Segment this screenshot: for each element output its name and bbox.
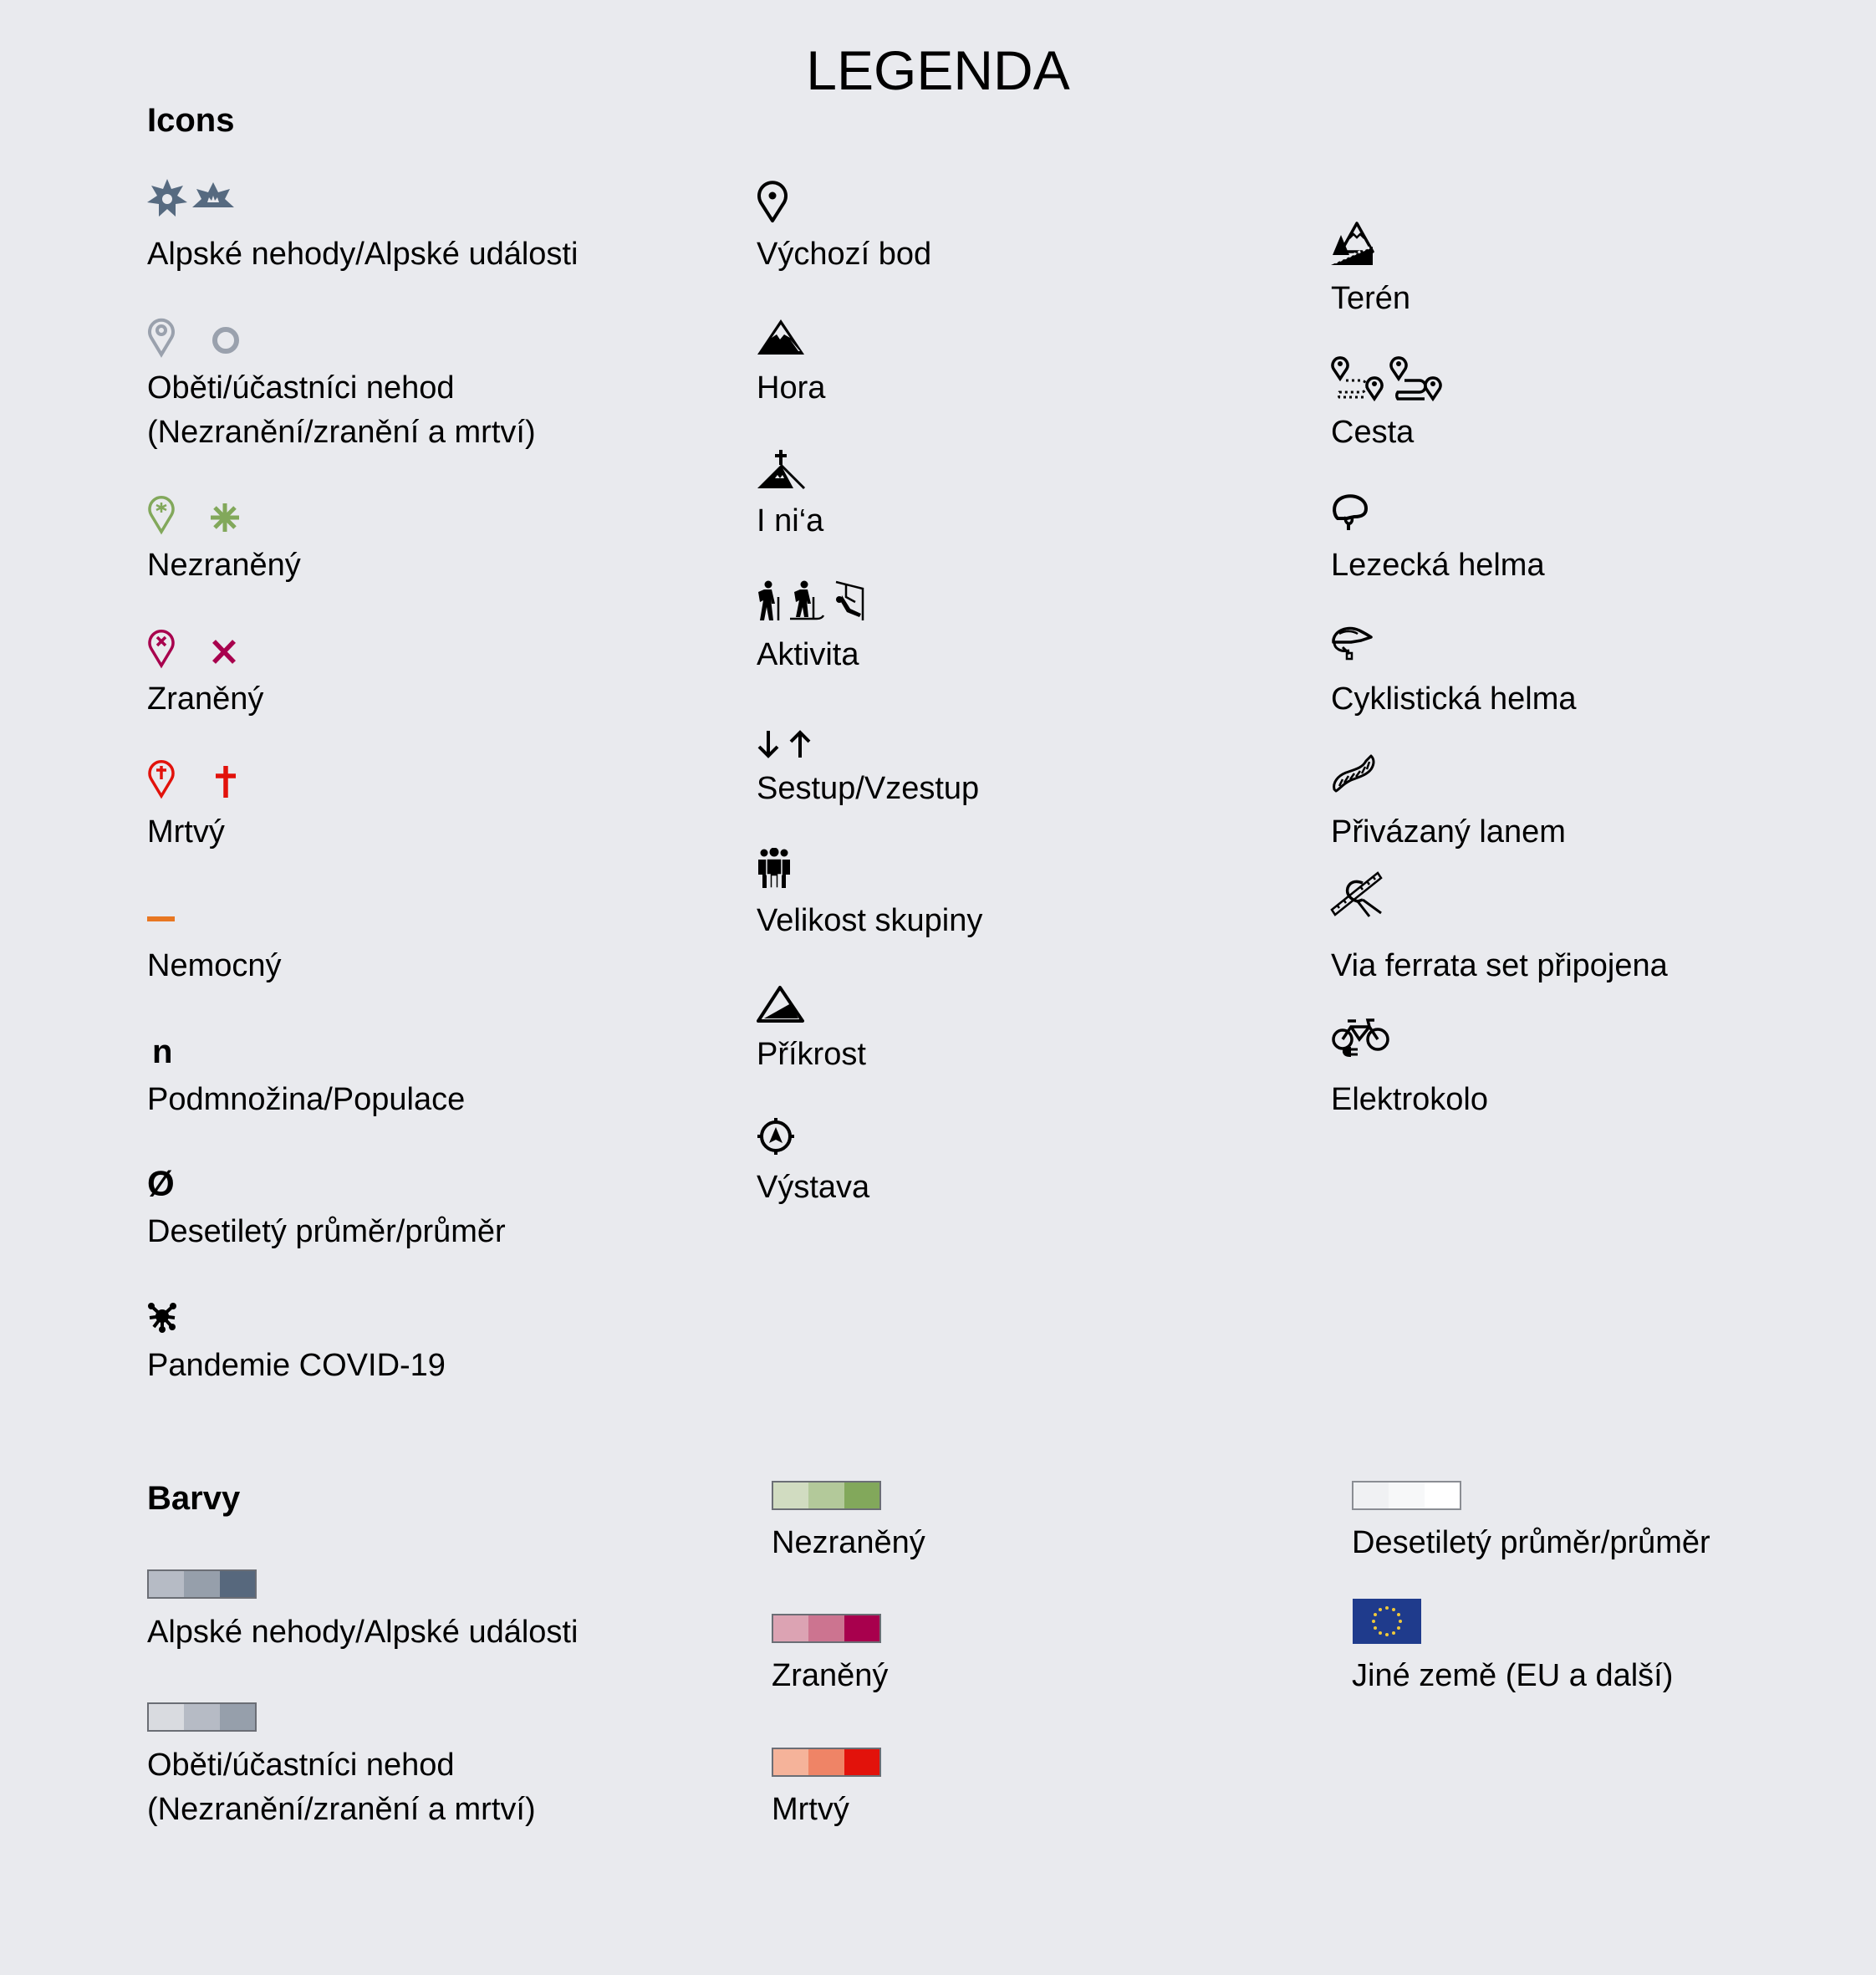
legend-item-summit: [757, 450, 807, 490]
color-swatch-dead: [772, 1748, 881, 1777]
legend-label: Desetiletý průměr/průměr: [147, 1214, 506, 1249]
steepness-icon: [757, 985, 805, 1023]
dead-cross-icon: [216, 766, 236, 798]
e-bike-icon: [1331, 1018, 1393, 1060]
eu-flag-icon: [1353, 1599, 1421, 1644]
swatch-light: [149, 1704, 184, 1730]
skier-fall-icon: [836, 582, 863, 620]
alpine-accident-icons: [147, 179, 239, 219]
color-label: Zraněný: [772, 1658, 889, 1693]
ski-tourer-icon: [790, 581, 823, 620]
swatch-light: [773, 1615, 808, 1641]
route-solid-icon: [1391, 358, 1440, 399]
dead-pin-icon: [150, 762, 173, 796]
legend-item-steepness: [757, 985, 805, 1023]
legend-label: Cesta: [1331, 415, 1415, 450]
swatch-dark: [844, 1749, 879, 1775]
legend-label: Via ferrata set připojena: [1331, 948, 1668, 983]
legend-item-activity: [757, 580, 867, 624]
covid-virus-icon: [147, 1301, 177, 1333]
legend-label: Hora: [757, 370, 826, 406]
swatch-light: [1353, 1483, 1389, 1508]
n-symbol-icon: n: [152, 1033, 173, 1070]
cycling-helmet-icon: [1331, 625, 1374, 662]
hiker-icon: [758, 581, 778, 621]
legend-label: Aktivita: [757, 637, 859, 672]
swatch-light: [149, 1571, 184, 1597]
legend-label: Lezecká helma: [1331, 548, 1545, 583]
color-swatch-alpine-accidents: [147, 1569, 257, 1599]
color-swatch-participants: [147, 1702, 257, 1732]
swatch-medium: [184, 1571, 219, 1597]
descent-arrow-icon: [759, 731, 777, 756]
icons-section-heading: Icons: [147, 102, 235, 139]
color-swatch-average: [1352, 1481, 1461, 1510]
legend-item-participants: [147, 318, 239, 358]
starting-point-pin-icon: [757, 181, 790, 224]
participant-circle-icon: [215, 329, 237, 351]
color-label: Nezraněný: [772, 1525, 925, 1560]
legend-item-uninjured: [147, 495, 239, 535]
legend-label: Výstava: [757, 1170, 870, 1205]
legend-label-line2: (Nezranění/zranění a mrtví): [147, 415, 536, 450]
legend-item-cycling-helmet: [1331, 625, 1374, 662]
legend-label: Elektrokolo: [1331, 1082, 1488, 1117]
legend-label: Výchozí bod: [757, 237, 932, 272]
color-label: Alpské nehody/Alpské události: [147, 1615, 579, 1650]
legend-item-injured: [147, 629, 239, 669]
swatch-medium: [808, 1483, 844, 1508]
legend-label: Alpské nehody/Alpské události: [147, 237, 579, 272]
summit-cross-icon: [757, 450, 807, 490]
rope-icon: [1331, 753, 1378, 794]
legend-item-via-ferrata: [1329, 870, 1384, 923]
colors-section-heading: Barvy: [147, 1480, 241, 1517]
uninjured-pin-icon: [150, 498, 173, 532]
average-diameter-icon: Ø: [147, 1164, 175, 1203]
injured-x-icon: [214, 641, 234, 662]
legend-label: Podmnožina/Populace: [147, 1082, 466, 1117]
color-label: Desetiletý průměr/průměr: [1352, 1525, 1710, 1560]
alpine-accident-star-icon: [147, 179, 187, 217]
color-label: Mrtvý: [772, 1792, 849, 1827]
color-label-line1: Oběti/účastníci nehod: [147, 1748, 455, 1783]
page-title: LEGENDA: [806, 39, 1070, 101]
terrain-icon: [1331, 222, 1376, 267]
legend-item-climbing-helmet: [1331, 493, 1371, 533]
mountain-icon: [757, 318, 807, 356]
legend-label: Zraněný: [147, 681, 264, 717]
legend-label: Přivázaný lanem: [1331, 814, 1566, 850]
swatch-medium: [184, 1704, 219, 1730]
legend-item-starting-point: [757, 181, 790, 224]
participant-pin-icon: [150, 320, 173, 355]
climbing-helmet-icon: [1331, 493, 1371, 533]
legend-item-exposure: [757, 1117, 795, 1156]
swatch-medium: [808, 1749, 844, 1775]
legend-item-route: [1331, 355, 1448, 402]
swatch-dark: [1425, 1483, 1460, 1508]
ascent-arrow-icon: [791, 732, 809, 758]
swatch-medium: [808, 1615, 844, 1641]
via-ferrata-set-icon: [1329, 870, 1384, 923]
alpine-event-crown-icon: [192, 182, 234, 207]
legend-item-covid: [147, 1301, 177, 1333]
swatch-light: [773, 1483, 808, 1508]
swatch-dark: [844, 1615, 879, 1641]
route-dotted-icon: [1333, 358, 1382, 399]
legend-label: Mrtvý: [147, 814, 225, 850]
legend-item-descent-ascent: [757, 729, 815, 759]
legend-label: Příkrost: [757, 1037, 866, 1072]
swatch-medium: [1389, 1483, 1424, 1508]
uninjured-asterisk-icon: [211, 503, 239, 532]
injured-pin-icon: [150, 631, 173, 666]
legend-item-alpine-accidents: [147, 179, 239, 219]
swatch-dark: [844, 1483, 879, 1508]
group-size-icon: [757, 848, 792, 890]
exposure-compass-icon: [757, 1117, 795, 1156]
color-swatch-uninjured: [772, 1481, 881, 1510]
legend-item-e-bike: [1331, 1018, 1393, 1060]
legend-label: Nemocný: [147, 948, 282, 983]
legend-label: I ni‘a: [757, 503, 824, 538]
legend-label: Pandemie COVID-19: [147, 1348, 446, 1383]
color-label-line2: (Nezranění/zranění a mrtví): [147, 1792, 536, 1827]
sick-dash-icon: [147, 916, 175, 921]
legend-item-dead: [147, 759, 239, 801]
legend-label-line1: Oběti/účastníci nehod: [147, 370, 455, 406]
swatch-dark: [220, 1571, 255, 1597]
legend-label: Terén: [1331, 281, 1411, 316]
swatch-light: [773, 1749, 808, 1775]
swatch-dark: [220, 1704, 255, 1730]
legend-item-group-size: [757, 848, 792, 890]
legend-item-terrain: [1331, 222, 1376, 267]
legend-item-mountain: [757, 318, 807, 356]
legend-label: Cyklistická helma: [1331, 681, 1577, 717]
legend-label: Sestup/Vzestup: [757, 771, 980, 806]
legend-label: Nezraněný: [147, 548, 301, 583]
color-swatch-injured: [772, 1614, 881, 1643]
legend-item-rope: [1331, 753, 1378, 794]
legend-label: Velikost skupiny: [757, 903, 983, 938]
color-label: Jiné země (EU a další): [1352, 1658, 1674, 1693]
